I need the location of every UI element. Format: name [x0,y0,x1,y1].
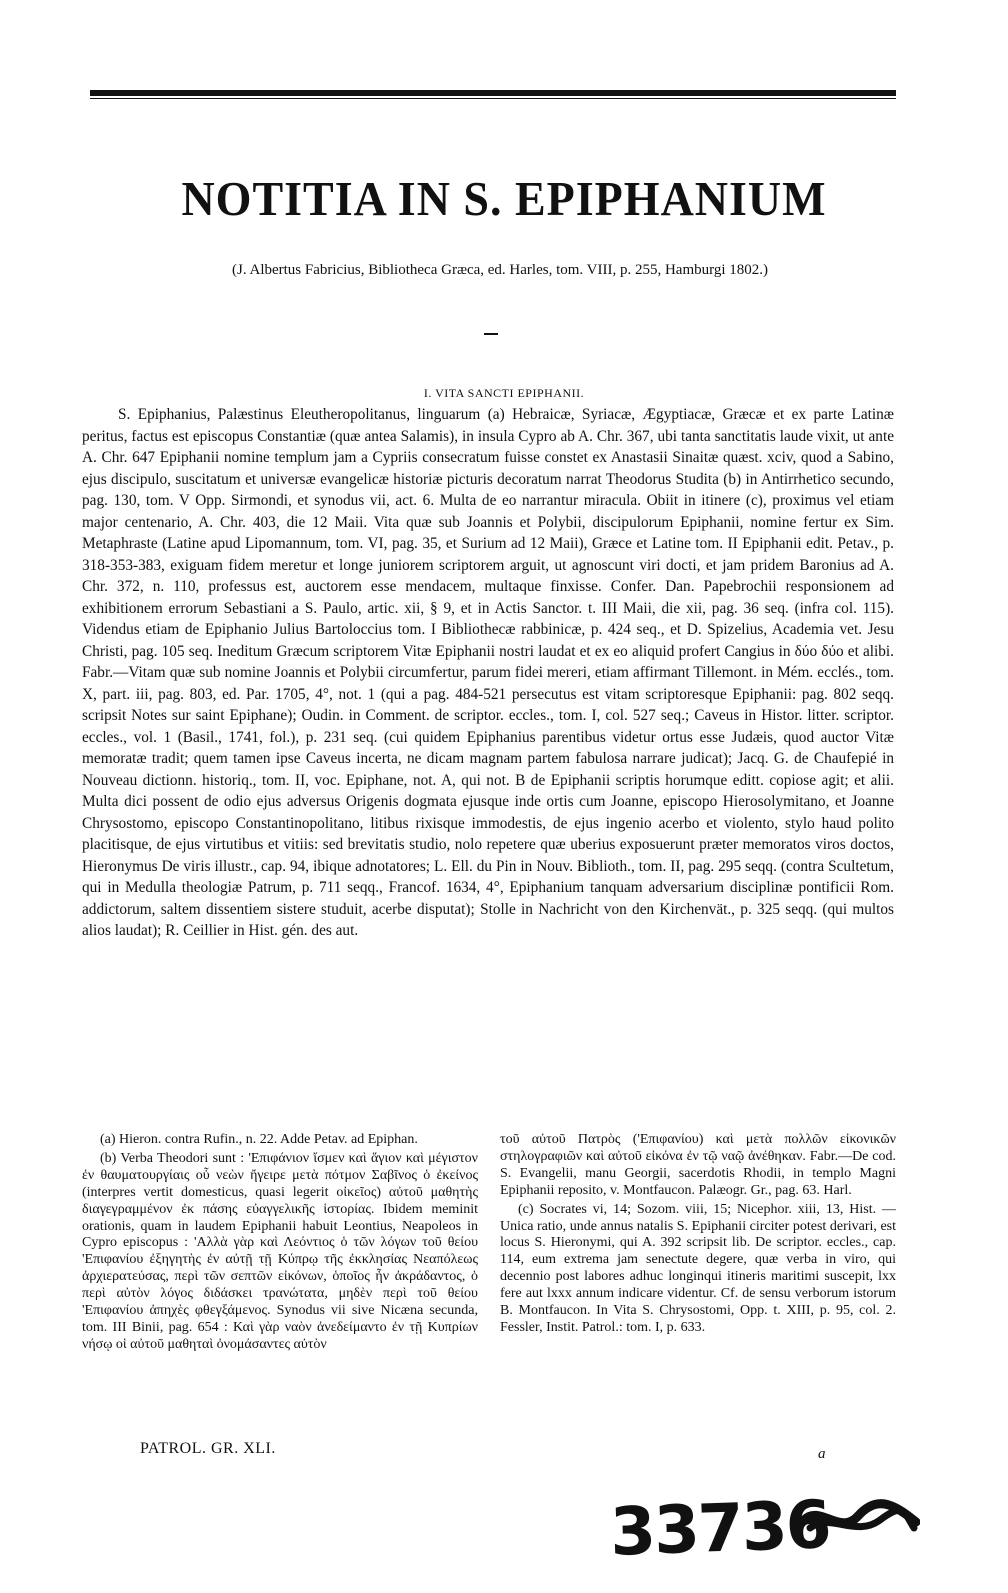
page-subtitle: (J. Albertus Fabricius, Bibliotheca Græca, ed. Harles, tom. VIII, p. 255, Hamburgi 1802.) [231,262,768,278]
footnote-b: (b) Verba Theodori sunt : 'Επιφάνιον ἴσμεν καὶ ἅγιον καὶ μέγιστον ἐν θαυματουργίαις οὗ νεὼν ἤγειρε μετὰ πότμον Σαβῖνος ὁ ἐκείνος (interpres vertit domesticus, quasi legerit οἰκεῖος) αὐτοῦ μαθητὴς διαγεγραμμένον ἐκ πάσης εὐαγγελικῆς ἱστορίας. Ibidem meminit orationis, quam in laudem Epiphanii habuit Leontius, Neapoleos in Cypro episcopus : 'Αλλὰ γὰρ καὶ Λεόντιος ὁ τῶν λόγων τοῦ θείου 'Επιφανίου ἐξηγητὴς ἐν αὐτῇ τῇ Κύπρῳ τῆς ἐκκλησίας Νεαπόλεως ἀρχιερατεύσας, περὶ τῶν σεπτῶν εἰκόνων, ὁποῖος ἦν ἀκράδαντος, ὁ περὶ αὐτὸν λόγος διδάσκει τρανώτατα, μηδὲν περὶ τοῦ θείου 'Επιφανίου ἀπηχὲς φθεγξάμενος. Synodus vii sive Nicæna secunda, tom. III Binii, pag. 654 : Καὶ γὰρ ναὸν ἀνεδείμαντο ἐν τῇ Κυπρίων νήσῳ οἱ αὐτοῦ μαθηταὶ ὀνομάσαντες αὐτὸν [82,1150,478,1352]
signature-mark: PATROL. GR. XLI. [140,1440,276,1457]
header-rule-thin [90,98,896,99]
footnote-a: (a) Hieron. contra Rufin., n. 22. Adde Petav. ad Epiphan. [100,1132,418,1147]
footnotes-left-column [82,1132,478,1356]
handwritten-number: 33736 [608,1486,831,1571]
ink-scribble [800,1498,920,1542]
footnote-c: (c) Socrates vi, 14; Sozom. viii, 15; Nicephor. xiii, 13, Hist. — Unica ratio, unde annus natalis S. Epiphanii circiter potest derivari, est locus S. Hieronymi, qui A. 392 scripsit lib. De scriptor. eccles., cap. 114, eum extrema jam senectute degere, quæ verba in viro, qui decennio post labores adhuc longinqui itineris maritimi suscepit, lxx fere aut lxxx annum indicare videntur. Cf. de sensu verborum istorum B. Montfaucon. In Vita S. Chrysostomi, Opp. t. XIII, p. 95, col. 2. Fessler, Instit. Patrol.: tom. I, p. 633. [500,1201,896,1335]
separator-dash [484,333,498,335]
page-title: NOTITIA IN S. EPIPHANIUM [181,171,827,226]
section-heading: I. VITA SANCTI EPIPHANII. [423,386,585,400]
catchword: a [818,1446,826,1462]
header-rule-thick [90,90,896,96]
footnote-b-continued: τοῦ αὐτοῦ Πατρὸς ('Επιφανίου) καὶ μετὰ πολλῶν εἰκονικῶν στηλογραφιῶν καὶ αὐτοῦ εἰκόνα ἐν τῷ ναῷ ἀνέθηκαν. Fabr.—De cod. S. Evangelii, manu Georgii, sacerdotis Rhodii, in templo Magni Epiphanii reposito, v. Montfaucon. Palæogr. Gr., pag. 63. Harl. [500,1132,896,1198]
main-paragraph: S. Epiphanius, Palæstinus Eleutheropolitanus, linguarum (a) Hebraicæ, Syriacæ, Ægyptiacæ, Græcæ et ex parte Latinæ peritus, factus est episcopus Constantiæ (quæ antea Salamis), in insula Cypro ab A. Chr. 367, ubi tanta sanctitatis laude vixit, ut ante A. Chr. 647 Epiphanii nomine templum jam a Cypriis consecratum fuisse constet ex Anastasii Sinaitæ quæst. xciv, quod a Sabino, ejus discipulo, suscitatum et universæ evangelicæ historiæ picturis decoratum narrat Theodorus Studita (b) in Antirrhetico secundo, pag. 130, tom. V Opp. Sirmondi, et synodus vii, act. 6. Multa de eo narrantur miracula. Obiit in itinere (c), proximus vel etiam major centenario, A. Chr. 403, die 12 Maii. Vita quæ sub Joannis et Polybii, discipulorum Epiphanii, nomine fertur ex Sim. Metaphraste (Latine apud Lipomannum, tom. VI, pag. 35, et Surium ad 12 Maii), Græce et Latine tom. II Epiphanii edit. Petav., p. 318-353-383, exiguam fidem meretur et longe juniorem scriptorem arguit, ut agnoscunt viri docti, et jam pridem Baronius ad A. Chr. 372, n. 110, professus est, auctorem esse mendacem, multaque finxisse. Confer. Dan. Papebrochii responsionem ad exhibitionem errorum Sebastiani a S. Paulo, artic. xii, § 9, et in Actis Sanctor. t. III Maii, die xii, pag. 36 seq. (infra col. 115). Videndus etiam de Epiphanio Julius Bartoloccius tom. I Bibliothecæ rabbinicæ, p. 424 seq., et D. Spizelius, Academia vet. Jesu Christi, pag. 105 seq. Ineditum Græcum scriptorem Vitæ Epiphanii nostri laudat et ex eo aliquid profert Cangius in δύο δύο et alibi. Fabr.—Vitam quæ sub nomine Joannis et Polybii circumfertur, parum fidei mereri, etiam affirmant Tillemont. in Mém. ecclés., tom. X, part. iii, pag. 803, ed. Par. 1705, 4°, not. 1 (qui a pag. 484-521 persecutus est vitam scriptoresque Epiphanii: pag. 802 seqq. scripsit Notes sur saint Epiphane); Oudin. in Comment. de scriptor. eccles., tom. I, col. 527 seq.; Caveus in Histor. litter. scriptor. eccles., vol. 1 (Basil., 1741, fol.), p. 231 seq. (cui quidem Epiphanius parentibus videtur ortus esse Judæis, quod auctor Vitæ memoratæ tradit; quem tamen ipse Caveus incerta, ne dicam magnam partem fabulosa narrare judicat); Jacq. G. de Chaufepié in Nouveau dictionn. historiq., tom. II, voc. Epiphane, not. A, qui not. B de Epiphanii scriptis horumque editt. copiose agit; et alii. Multa dici possent de odio ejus adversus Origenis dogmata ejusque inde ortis cum Joanne, episcopo Hierosolymitano, et Joanne Chrysostomo, episcopo Constantinopolitano, litibus rixisque immodestis, de ejus ingenio acerbo et violento, stylo haud polito placitisque, de ejus virtutibus et vitiis: sed brevitatis studio, nolo repetere quæ uberius exposuerunt præter memoratos viros doctos, Hieronymus De viris illustr., cap. 94, ibique adnotatores; L. Ell. du Pin in Nouv. Biblioth., tom. II, pag. 295 seqq. (contra Scultetum, qui in Medulla theologiæ Patrum, p. 711 seqq., Francof. 1634, 4°, Epiphanium tanquam adversarium disciplinæ pontificii Rom. addictorum, saltem dissentiem sistere studuit, acerbe disputat); Stolle in Nachricht von den Kirchenvät., p. 325 seqq. (qui multos alios laudat); R. Ceillier in Hist. gén. des aut. [82,406,894,939]
main-text [82,404,894,942]
footnotes-right-column [500,1132,896,1339]
